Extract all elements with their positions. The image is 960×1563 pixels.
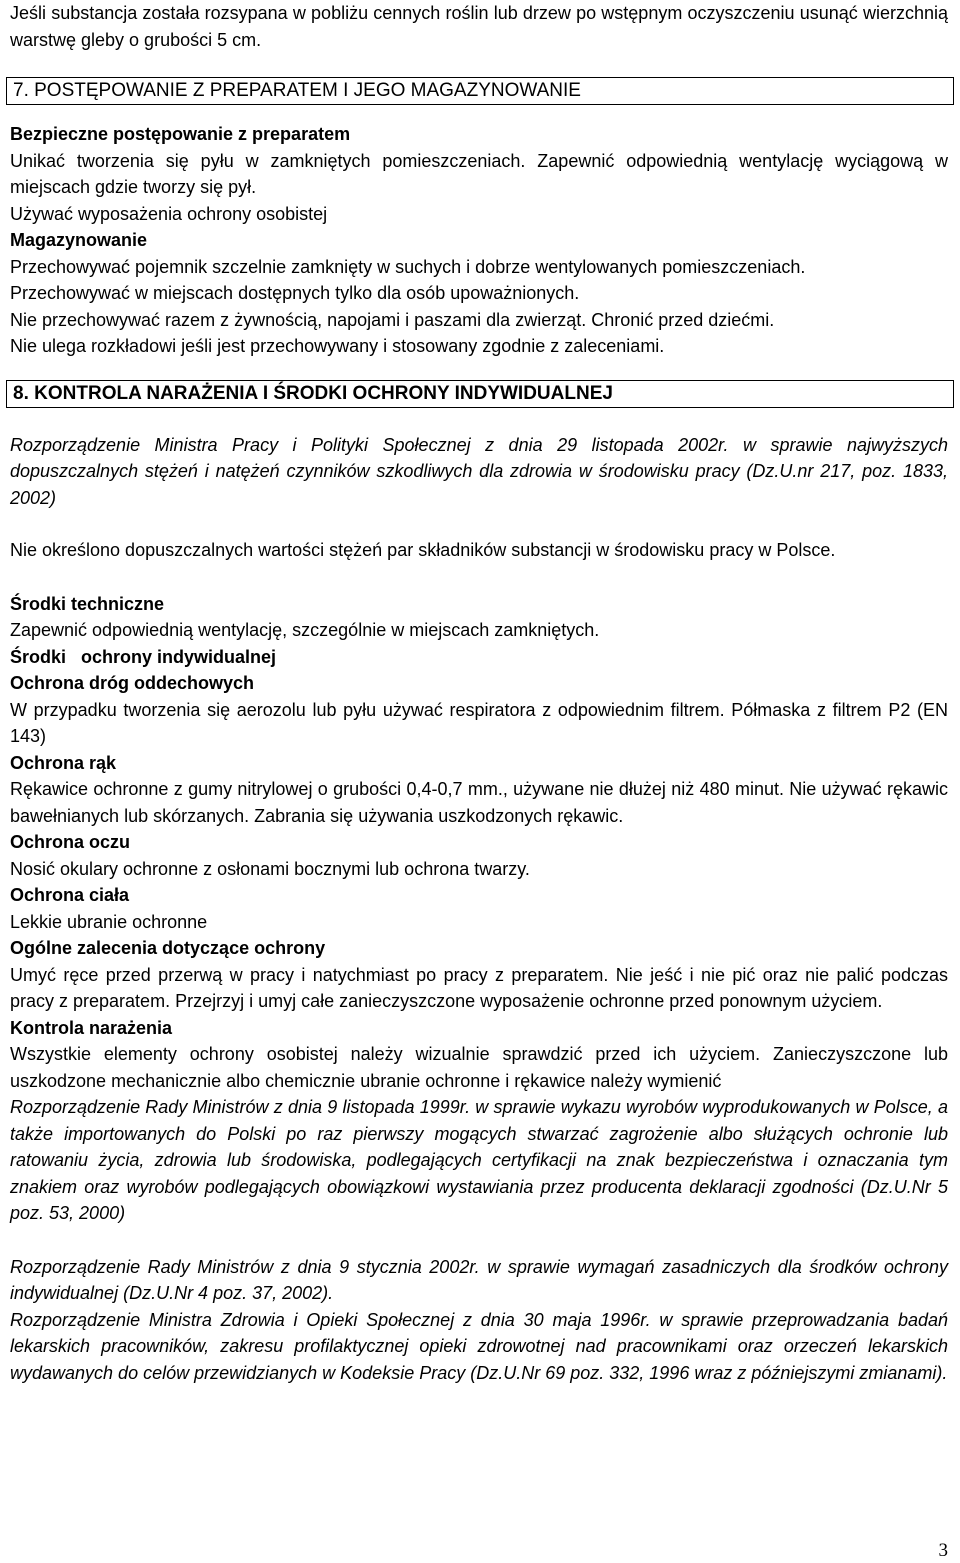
body-protection-text: Lekkie ubranie ochronne bbox=[10, 911, 208, 932]
regulation-2: Rozporządzenie Rady Ministrów z dnia 9 listopada 1999r. w sprawie wykazu wyrobów wyprodukowanych w Polsce, a także importowanych do Polski po raz pierwszy mogących stwarzać zagrożenie albo służących ochronie lub ratowaniu życia, zdrowia lub środowiska, podlegających certyfikacji na znak bezpieczeństwa i oznaczania tym znakiem oraz wyrobów podlegających obowiązkowi wystawiania przez producenta deklaracji zgodności (Dz.U.Nr 5 poz. 53, 2000) bbox=[10, 1097, 948, 1223]
general-recommendations-title: Ogólne zalecenia dotyczące ochrony bbox=[10, 938, 326, 958]
eye-protection-title: Ochrona oczu bbox=[10, 832, 131, 852]
body-protection-title: Ochrona ciała bbox=[10, 885, 130, 905]
section-8-heading-number: 8. bbox=[13, 382, 29, 404]
storage-text-1: Przechowywać pojemnik szczelnie zamknięty w suchych i dobrze wentylowanych pomieszczeniach. bbox=[10, 256, 806, 277]
respiratory-protection-title: Ochrona dróg oddechowych bbox=[10, 673, 255, 693]
general-recommendations-text: Umyć ręce przed przerwą w pracy i natychmiast po pracy z preparatem. Nie jeść i nie pić oraz nie palić podczas pracy z preparatem. Przejrzyj i umyj całe zanieczyszczone wyposażenie ochronne przed ponownym użyciem. bbox=[10, 964, 948, 1011]
personal-protection-title: Środki ochrony indywidualnej bbox=[10, 646, 277, 667]
exposure-control-text: Wszystkie elementy ochrony osobistej należy wizualnie sprawdzić przed ich użyciem. Zanieczyszczone lub uszkodzone mechanicznie albo chemicznie ubranie ochronne i rękawice należy wymienić bbox=[10, 1044, 948, 1091]
section-8-heading-text: KONTROLA NARAŻENIA I ŚRODKI OCHRONY INDYWIDUALNEJ bbox=[34, 382, 613, 404]
safe-handling-title: Bezpieczne postępowanie z preparatem bbox=[10, 124, 351, 144]
storage-text-2: Przechowywać w miejscach dostępnych tylko dla osób upoważnionych. bbox=[10, 283, 580, 303]
no-limits-paragraph: Nie określono dopuszczalnych wartości stężeń par składników substancji w środowisku pracy w Polsce. bbox=[10, 540, 836, 560]
safe-handling-text-1: Unikać tworzenia się pyłu w zamkniętych pomieszczeniach. Zapewnić odpowiednią wentylację wyciągową w miejscach gdzie tworzy się pył. bbox=[10, 150, 948, 197]
technical-measures-title: Środki techniczne bbox=[10, 593, 165, 614]
section-7-heading-text: 7. POSTĘPOWANIE Z PREPARATEM I JEGO MAGAZYNOWANIE bbox=[13, 80, 581, 101]
safe-handling-text-2: Używać wyposażenia ochrony osobistej bbox=[10, 203, 328, 224]
section-8-heading bbox=[6, 380, 954, 408]
document-page bbox=[10, 0, 948, 1386]
hand-protection-text: Rękawice ochronne z gumy nitrylowej o grubości 0,4-0,7 mm., używane nie dłużej niż 480 minut. Nie używać rękawic bawełnianych lub skórzanych. Zabrania się używania uszkodzonych rękawic. bbox=[10, 779, 948, 826]
respiratory-protection-text: W przypadku tworzenia się aerozolu lub pyłu używać respiratora z odpowiednim filtrem. Półmaska z filtrem P2 (EN 143) bbox=[10, 699, 948, 746]
exposure-control-title: Kontrola narażenia bbox=[10, 1017, 173, 1038]
regulation-4: Rozporządzenie Ministra Zdrowia i Opieki Społecznej z dnia 30 maja 1996r. w sprawie przeprowadzania badań lekarskich pracowników, zakresu profilaktycznej opieki zdrowotnej nad pracownikami oraz orzeczeń lekarskich wydawanych do celów przewidzianych w Kodeksie Pracy (Dz.U.Nr 69 poz. 332, 1996 wraz z późniejszymi zmianami). bbox=[10, 1309, 948, 1383]
storage-text-4: Nie ulega rozkładowi jeśli jest przechowywany i stosowany zgodnie z zaleceniami. bbox=[10, 336, 665, 356]
storage-title: Magazynowanie bbox=[10, 230, 148, 250]
eye-protection-text: Nosić okulary ochronne z osłonami bocznymi lub ochrona twarzy. bbox=[10, 858, 530, 879]
intro-paragraph: Jeśli substancja została rozsypana w pobliżu cennych roślin lub drzew po wstępnym oczyszczeniu usunąć wierzchnią warstwę gleby o grubości 5 cm. bbox=[10, 3, 948, 50]
hand-protection-title: Ochrona rąk bbox=[10, 752, 117, 773]
regulation-3: Rozporządzenie Rady Ministrów z dnia 9 stycznia 2002r. w sprawie wymagań zasadniczych dla środków ochrony indywidualnej (Dz.U.Nr 4 poz. 37, 2002). bbox=[10, 1256, 948, 1303]
storage-text-3: Nie przechowywać razem z żywnością, napojami i paszami dla zwierząt. Chronić przed dziećmi. bbox=[10, 309, 775, 330]
page-number: 3 bbox=[938, 1540, 948, 1561]
regulation-1: Rozporządzenie Ministra Pracy i Polityki Społecznej z dnia 29 listopada 2002r. w sprawie najwyższych dopuszczalnych stężeń i natężeń czynników szkodliwych dla zdrowia w środowisku pracy (Dz.U.nr 217, poz. 1833, 2002) bbox=[10, 434, 948, 508]
technical-measures-text: Zapewnić odpowiednią wentylację, szczególnie w miejscach zamkniętych. bbox=[10, 620, 600, 640]
section-7-heading bbox=[6, 77, 954, 105]
